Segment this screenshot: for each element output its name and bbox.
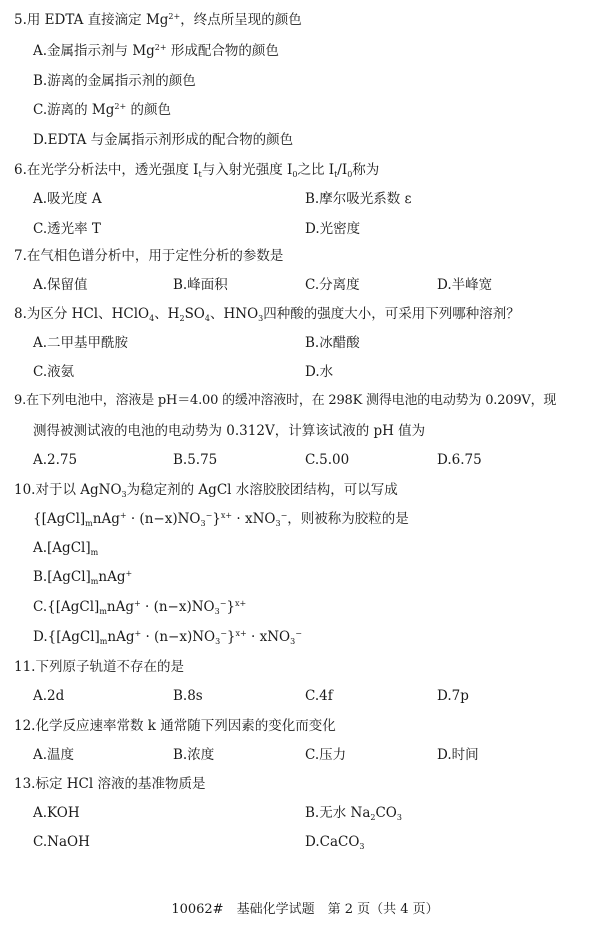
question-12-option-b: B.浓度 <box>173 747 215 763</box>
question-8-option-d: D.水 <box>305 364 334 380</box>
question-6-option-a: A.吸光度 A <box>33 191 102 207</box>
page-footer: 10062# 基础化学试题 第 2 页（共 4 页） <box>171 902 439 917</box>
question-13-option-b: B.无水 $Na_2CO_3$ <box>305 805 402 822</box>
question-5-option-c: C.游离的 $Mg^{2+}$ 的颜色 <box>33 102 171 118</box>
question-10-option-b: $B.[AgCl]_mnAg^+$ <box>33 569 133 586</box>
question-12-option-a: A.温度 <box>33 747 75 763</box>
question-8-option-c: C.液氨 <box>33 364 75 380</box>
question-12-stem: 12.化学反应速率常数 k 通常随下列因素的变化而变化 <box>14 718 336 734</box>
question-9-stem-continued: 测得被测试液的电池的电动势为 0.312V，计算该试液的 pH 值为 <box>33 423 426 439</box>
question-9-option-d: D.6.75 <box>437 452 482 468</box>
question-13-option-c: C.NaOH <box>33 834 90 850</box>
question-7-option-d: D.半峰宽 <box>437 277 493 293</box>
question-6-option-d: D.光密度 <box>305 221 361 237</box>
question-9-option-b: B.5.75 <box>173 452 218 468</box>
question-13-option-a: A.KOH <box>33 805 80 821</box>
question-11-option-a: A.2d <box>33 688 65 704</box>
question-9-option-c: C.5.00 <box>305 452 350 468</box>
question-6-option-b: B.摩尔吸光系数 ε <box>305 191 412 207</box>
question-7-option-c: C.分离度 <box>305 277 360 293</box>
question-5-stem: 5.用 EDTA 直接滴定 $Mg^{2+}$，终点所呈现的颜色 <box>14 12 302 28</box>
question-10-option-d: $D.\{[AgCl]_mnAg^+ \cdot (n-x)NO_3^-\}^{x+} \cdot xNO_3^-$ <box>33 629 302 646</box>
question-8-option-a: A.二甲基甲酰胺 <box>33 335 129 351</box>
question-10-stem-formula: $\{[AgCl]_mnAg^+ \cdot (n-x)NO_3^-\}^{x+} \cdot xNO_3^-$，则被称为胶粒的是 <box>33 511 409 528</box>
question-11-option-d: D.7p <box>437 688 469 704</box>
question-13-stem: 13.标定 HCl 溶液的基准物质是 <box>14 776 206 792</box>
question-8-option-b: B.冰醋酸 <box>305 335 360 351</box>
question-10-option-a: $A.[AgCl]_m$ <box>33 540 99 557</box>
question-10-stem: 10.对于以 AgNO$_3$为稳定剂的 AgCl 水溶胶胶团结构，可以写成 <box>14 482 398 499</box>
question-5-option-a: A.金属指示剂与 $Mg^{2+}$ 形成配合物的颜色 <box>33 43 279 59</box>
question-5-option-d: D.EDTA 与金属指示剂形成的配合物的颜色 <box>33 132 294 148</box>
question-11-option-b: B.8s <box>173 688 203 704</box>
question-5-option-b: B.游离的金属指示剂的颜色 <box>33 73 196 89</box>
question-7-option-a: A.保留值 <box>33 277 88 293</box>
question-11-option-c: C.4f <box>305 688 333 704</box>
question-8-stem: 8.为区分 HCl、HClO$_4$、$H_2SO_4$、$HNO_3$四种酸的强度大小，可采用下列哪种溶剂？ <box>14 306 520 323</box>
question-13-option-d: D.CaCO$_3$ <box>305 834 365 851</box>
question-12-option-d: D.时间 <box>437 747 479 763</box>
question-6-option-c: C.透光率 T <box>33 221 101 237</box>
question-6-stem: 6.在光学分析法中，透光强度 $I_t$与入射光强度 $I_0$之比 $I_t/I_0$称为 <box>14 162 380 179</box>
question-7-stem: 7.在气相色谱分析中，用于定性分析的参数是 <box>14 248 284 264</box>
question-12-option-c: C.压力 <box>305 747 347 763</box>
question-11-stem: 11.下列原子轨道不存在的是 <box>14 659 184 675</box>
question-9-option-a: A.2.75 <box>33 452 78 468</box>
question-7-option-b: B.峰面积 <box>173 277 228 293</box>
question-9-stem: 9.在下列电池中，溶液是 pH＝4.00 的缓冲溶液时，在 298K 测得电池的电动势为 0.209V，现 <box>14 393 557 408</box>
question-10-option-c: $C.\{[AgCl]_mnAg^+ \cdot (n-x)NO_3^-\}^{x+}$ <box>33 599 247 616</box>
